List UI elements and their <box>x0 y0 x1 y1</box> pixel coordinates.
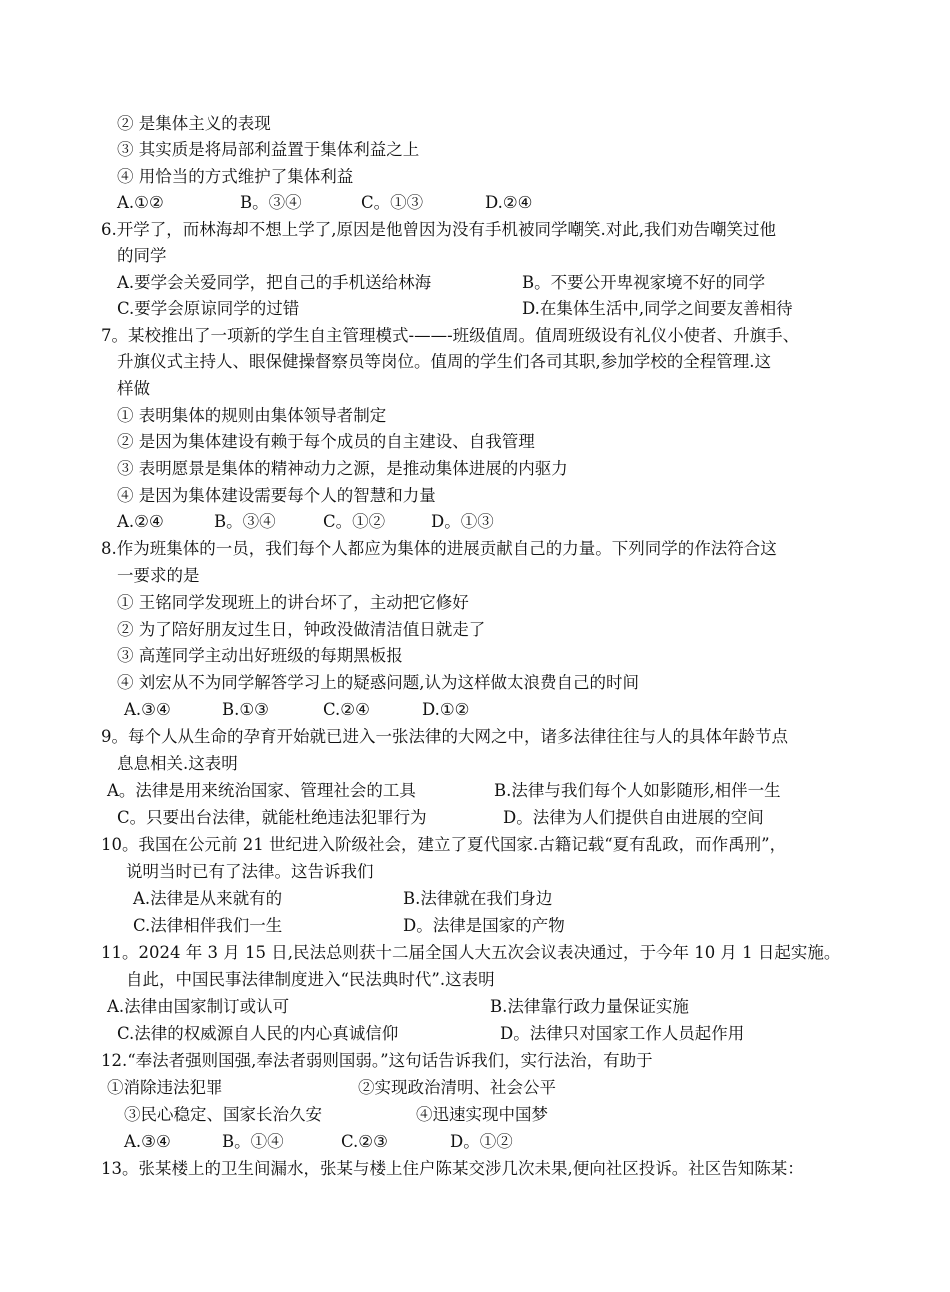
q5-item-3: ③ 其实质是将局部利益置于集体利益之上 <box>117 140 420 159</box>
q7-item-2: ② 是因为集体建设有赖于每个成员的自主建设、自我管理 <box>117 432 535 451</box>
q7-stem-line-2: 升旗仪式主持人、眼保健操督察员等岗位。值周的学生们各司其职,参加学校的全程管理.这 <box>117 352 771 371</box>
q10-stem-line-1: 10。我国在公元前 21 世纪进入阶级社会，建立了夏代国家.古籍记载“夏有乱政，而作禹刑”， <box>101 835 787 854</box>
q9-stem-line-2: 息息相关.这表明 <box>117 754 238 773</box>
q5-item-4: ④ 用恰当的方式维护了集体利益 <box>117 167 354 186</box>
q10-option-a: A.法律是从来就有的 <box>133 889 283 908</box>
q6-stem-line-2: 的同学 <box>117 246 167 265</box>
q6-option-d: D.在集体生活中,同学之间要友善相待 <box>522 299 793 318</box>
q11-option-d: D。法律只对国家工作人员起作用 <box>500 1024 745 1043</box>
q8-option-d: D.①② <box>422 700 470 719</box>
q12-item-3: ③民心稳定、国家长治久安 <box>124 1105 322 1124</box>
q6-option-c: C.要学会原谅同学的过错 <box>117 299 300 318</box>
q12-option-a: A.③④ <box>124 1132 171 1151</box>
q10-option-d: D。法律是国家的产物 <box>403 916 565 935</box>
q12-option-c: C.②③ <box>341 1132 388 1151</box>
q9-option-b: B.法律与我们每个人如影随形,相伴一生 <box>494 781 781 800</box>
q9-option-a: A。法律是用来统治国家、管理社会的工具 <box>107 781 416 800</box>
q12-item-1: ①消除违法犯罪 <box>107 1078 223 1097</box>
q7-stem-line-1: 7。某校推出了一项新的学生自主管理模式-——-班级值周。值周班级设有礼仪小使者、升旗手、 <box>101 326 800 345</box>
q12-stem-line-1: 12.“奉法者强则国强,奉法者弱则国弱。”这句话告诉我们，实行法治，有助于 <box>101 1051 653 1070</box>
q11-option-b: B.法律靠行政力量保证实施 <box>490 997 689 1016</box>
q8-option-b: B.①③ <box>222 700 269 719</box>
q13-stem-line-1: 13。张某楼上的卫生间漏水，张某与楼上住户陈某交涉几次未果,便向社区投诉。社区告知陈某： <box>101 1159 804 1178</box>
q8-item-3: ③ 高莲同学主动出好班级的每期黑板报 <box>117 646 403 665</box>
q12-item-2: ②实现政治清明、社会公平 <box>358 1078 556 1097</box>
q7-item-3: ③ 表明愿景是集体的精神动力之源，是推动集体进展的内驱力 <box>117 459 568 478</box>
q6-stem-line-1: 6.开学了，而林海却不想上学了,原因是他曾因为没有手机被同学嘲笑.对此,我们劝告嘲笑过他 <box>101 220 776 239</box>
q5-option-a: A.①② <box>117 193 164 212</box>
q7-option-a: A.②④ <box>117 512 164 531</box>
q9-option-d: D。法律为人们提供自由进展的空间 <box>503 808 764 827</box>
q6-option-b: B。不要公开卑视家境不好的同学 <box>522 273 766 292</box>
q8-item-2: ② 为了陪好朋友过生日，钟政没做清洁值日就走了 <box>117 620 486 639</box>
q5-option-d: D.②④ <box>485 193 533 212</box>
q10-option-b: B.法律就在我们身边 <box>403 889 553 908</box>
q7-item-4: ④ 是因为集体建设需要每个人的智慧和力量 <box>117 486 436 505</box>
q12-item-4: ④迅速实现中国梦 <box>416 1105 548 1124</box>
q10-option-c: C.法律相伴我们一生 <box>133 916 283 935</box>
q7-option-b: B。③④ <box>214 512 276 531</box>
q5-item-2: ② 是集体主义的表现 <box>117 114 271 133</box>
q8-item-4: ④ 刘宏从不为同学解答学习上的疑惑问题,认为这样做太浪费自己的时间 <box>117 673 639 692</box>
q12-option-d: D。①② <box>450 1132 513 1151</box>
q12-option-b: B。①④ <box>222 1132 284 1151</box>
q8-option-a: A.③④ <box>124 700 171 719</box>
q9-stem-line-1: 9。每个人从生命的孕育开始就已进入一张法律的大网之中，诸多法律往往与人的具体年龄节点 <box>101 727 788 746</box>
q11-option-c: C.法律的权威源自人民的内心真诚信仰 <box>117 1024 399 1043</box>
q7-stem-line-3: 样做 <box>117 379 150 398</box>
q8-stem-line-1: 8.作为班集体的一员，我们每个人都应为集体的进展贡献自己的力量。下列同学的作法符合这 <box>101 539 777 558</box>
q7-item-1: ① 表明集体的规则由集体领导者制定 <box>117 406 387 425</box>
q11-stem-line-2: 自此，中国民事法律制度进入“民法典时代”.这表明 <box>126 970 495 989</box>
q7-option-c: C。①② <box>323 512 386 531</box>
q8-item-1: ① 王铭同学发现班上的讲台坏了，主动把它修好 <box>117 593 469 612</box>
q7-option-d: D。①③ <box>431 512 494 531</box>
q5-option-c: C。①③ <box>361 193 424 212</box>
q8-option-c: C.②④ <box>323 700 370 719</box>
q9-option-c: C。只要出台法律，就能杜绝违法犯罪行为 <box>117 808 427 827</box>
q5-option-b: B。③④ <box>240 193 302 212</box>
q8-stem-line-2: 一要求的是 <box>117 566 200 585</box>
q11-option-a: A.法律由国家制订或认可 <box>107 997 290 1016</box>
q6-option-a: A.要学会关爱同学，把自己的手机送给林海 <box>117 273 432 292</box>
q11-stem-line-1: 11。2024 年 3 月 15 日,民法总则获十二届全国人大五次会议表决通过，于今年 10 月 1 日起实施。 <box>101 943 841 962</box>
q10-stem-line-2: 说明当时已有了法律。这告诉我们 <box>126 862 374 881</box>
